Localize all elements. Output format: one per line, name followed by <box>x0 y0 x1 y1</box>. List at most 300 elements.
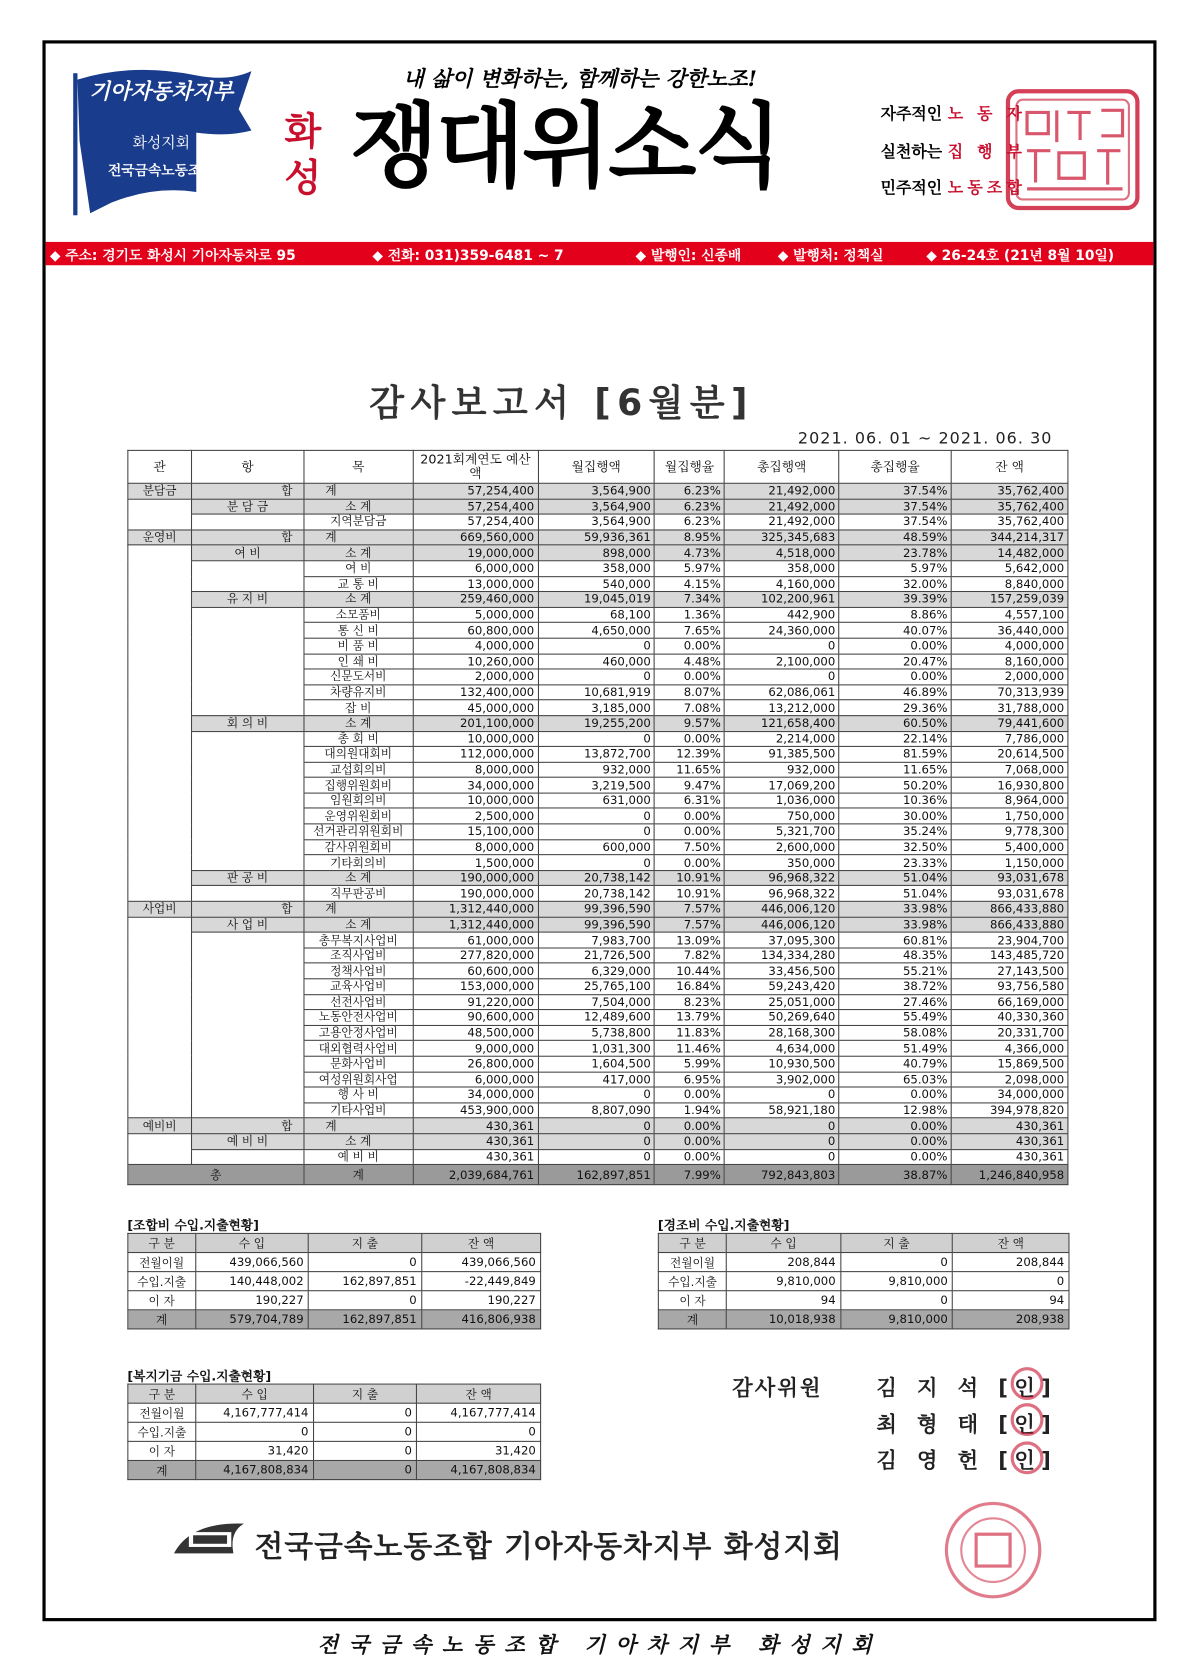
cell-value: 417,000 <box>538 1072 655 1087</box>
cell-value: 1,312,440,000 <box>413 901 538 916</box>
cell-value: 4,650,000 <box>538 623 655 638</box>
cell-gwan <box>128 685 192 700</box>
table-row <box>128 1010 1068 1025</box>
small-col-header: 수 입 <box>195 1233 308 1252</box>
cell-value: 0 <box>725 638 839 653</box>
table-row <box>128 576 1068 591</box>
cell-mok: 계 <box>304 483 413 498</box>
cell-value: 8,000,000 <box>413 839 538 854</box>
cell-value: 15,100,000 <box>413 824 538 839</box>
motto-line-1: 자주적인 노 동 자 <box>880 103 1027 124</box>
cell-mok: 신문도서비 <box>304 669 413 684</box>
cell-value: 4,366,000 <box>951 1041 1068 1056</box>
cell-value: 32.00% <box>839 576 951 591</box>
cell-value: 10.91% <box>655 870 725 885</box>
col-header: 목 <box>304 450 413 483</box>
table-row <box>128 716 1068 731</box>
cell-value: 46.89% <box>839 685 951 700</box>
welfare-table <box>127 1384 541 1481</box>
cell-value: 0.00% <box>655 855 725 870</box>
cell-mok: 인 쇄 비 <box>304 654 413 669</box>
info-address: ◆ 주소: 경기도 화성시 기아자동차로 95 <box>49 247 296 264</box>
cell-hang <box>191 561 303 576</box>
table-row <box>128 669 1068 684</box>
cell-value: 132,400,000 <box>413 685 538 700</box>
cell-value: 4,160,000 <box>725 576 839 591</box>
cell-gwan <box>128 623 192 638</box>
cell-gwan <box>128 747 192 762</box>
cell-value: 1,750,000 <box>951 808 1068 823</box>
small-cell: 0 <box>196 1422 313 1441</box>
small-col-header: 구 분 <box>128 1233 196 1252</box>
cell-value: 344,214,317 <box>951 530 1068 545</box>
table-row <box>128 623 1068 638</box>
cell-value: 33,456,500 <box>725 963 839 978</box>
cell-value: 39.39% <box>839 592 951 607</box>
cell-value: 66,169,000 <box>951 994 1068 1009</box>
small-cell: 94 <box>727 1291 841 1310</box>
cell-mok: 집행위원회비 <box>304 777 413 792</box>
cell-value: 32.50% <box>839 839 951 854</box>
cell-mok: 총 회 비 <box>304 731 413 746</box>
cell-value: 60,800,000 <box>413 623 538 638</box>
cell-value: 4,557,100 <box>951 607 1068 622</box>
cell-mok: 소 계 <box>304 545 413 560</box>
col-header: 월집행액 <box>538 450 655 483</box>
cell-value: 36,440,000 <box>951 623 1068 638</box>
cell-value: 3,902,000 <box>725 1072 839 1087</box>
small-col-header: 지 출 <box>308 1233 421 1252</box>
cell-mok: 여성위원회사업 <box>304 1072 413 1087</box>
table-row <box>128 607 1068 622</box>
small-total-cell: 208,938 <box>953 1310 1069 1329</box>
cell-mok: 여 비 <box>304 561 413 576</box>
cell-value: 134,334,280 <box>725 948 839 963</box>
total-value: 162,897,851 <box>538 1165 655 1185</box>
cell-value: 7.08% <box>655 700 725 715</box>
cell-mok: 소 계 <box>304 1134 413 1149</box>
cell-value: 1.94% <box>655 1103 725 1118</box>
small-cell: 190,227 <box>421 1291 540 1310</box>
cell-mok: 행 사 비 <box>304 1087 413 1102</box>
cell-hang: 예 비 비 <box>191 1134 303 1149</box>
cell-value: 21,492,000 <box>725 514 839 529</box>
cell-value: 11.83% <box>655 1025 725 1040</box>
cell-value: 25,765,100 <box>538 979 655 994</box>
cell-value: 12,489,600 <box>538 1010 655 1025</box>
cell-value: 5.97% <box>655 561 725 576</box>
cell-value: 5.99% <box>655 1056 725 1071</box>
publication-info-bar <box>46 242 1154 265</box>
cell-value: 13,000,000 <box>413 576 538 591</box>
small-cell: 0 <box>313 1422 416 1441</box>
cell-hang: 판 공 비 <box>191 870 303 885</box>
cell-value: 6,329,000 <box>538 963 655 978</box>
cell-value: 34,000,000 <box>413 777 538 792</box>
table-row <box>128 592 1068 607</box>
small-cell: 31,420 <box>417 1441 541 1460</box>
cell-value: 50.20% <box>839 777 951 792</box>
small-cell: 이 자 <box>128 1291 196 1310</box>
cell-value: 48,500,000 <box>413 1025 538 1040</box>
cell-value: 62,086,061 <box>725 685 839 700</box>
cell-value: 3,185,000 <box>538 700 655 715</box>
cell-value: 540,000 <box>538 576 655 591</box>
cell-value: 1,604,500 <box>538 1056 655 1071</box>
cell-hang: 회 의 비 <box>191 716 303 731</box>
cell-value: 10,930,500 <box>725 1056 839 1071</box>
cell-value: 2,214,000 <box>725 731 839 746</box>
newsletter-title: 쟁대위소식 <box>350 93 781 201</box>
cell-mok: 비 품 비 <box>304 638 413 653</box>
cell-value: 866,433,880 <box>951 901 1068 916</box>
auditors-label: 감사위원 <box>732 1375 823 1401</box>
cell-gwan <box>128 1103 192 1118</box>
cell-gwan <box>128 839 192 854</box>
cell-value: 446,006,120 <box>725 917 839 932</box>
cell-hang <box>191 793 303 808</box>
table-row <box>128 963 1068 978</box>
cell-mok: 소 계 <box>304 499 413 514</box>
cell-hang <box>191 824 303 839</box>
small-col-header: 잔 액 <box>421 1233 540 1252</box>
cell-value: 1,312,440,000 <box>413 917 538 932</box>
cell-value: 65.03% <box>839 1072 951 1087</box>
cell-value: 26,800,000 <box>413 1056 538 1071</box>
cell-value: 11.46% <box>655 1041 725 1056</box>
condolence-table-title: [경조비 수입.지출현황] <box>657 1218 790 1233</box>
small-cell: 수입.지출 <box>658 1272 726 1291</box>
small-cell: 0 <box>953 1272 1069 1291</box>
cell-value: 631,000 <box>538 793 655 808</box>
small-total-cell: 579,704,789 <box>195 1310 308 1329</box>
table-row <box>128 638 1068 653</box>
cell-value: 58.08% <box>839 1025 951 1040</box>
cell-mok: 기타사업비 <box>304 1103 413 1118</box>
small-col-header: 잔 액 <box>953 1233 1069 1252</box>
cell-value: 20,614,500 <box>951 747 1068 762</box>
auditor-seal-stamps <box>1008 1364 1046 1481</box>
condolence-table <box>658 1233 1070 1330</box>
cell-value: 21,492,000 <box>725 483 839 498</box>
cell-gwan <box>128 1134 192 1149</box>
cell-value: 430,361 <box>951 1134 1068 1149</box>
small-col-header: 구 분 <box>128 1384 196 1403</box>
cell-mok: 계 <box>304 1118 413 1133</box>
table-row <box>128 948 1068 963</box>
small-total-cell: 4,167,808,834 <box>417 1460 541 1479</box>
cell-value: 460,000 <box>538 654 655 669</box>
cell-value: 0 <box>725 1087 839 1102</box>
small-cell: 0 <box>308 1253 421 1272</box>
cell-value: 37.54% <box>839 514 951 529</box>
cell-mok: 문화사업비 <box>304 1056 413 1071</box>
table-row <box>128 808 1068 823</box>
small-total-cell: 10,018,938 <box>727 1310 841 1329</box>
small-total-cell: 4,167,808,834 <box>196 1460 313 1479</box>
cell-mok: 통 신 비 <box>304 623 413 638</box>
cell-value: 7.82% <box>655 948 725 963</box>
cell-value: 93,756,580 <box>951 979 1068 994</box>
small-cell: 9,810,000 <box>840 1272 952 1291</box>
cell-mok: 직무판공비 <box>304 886 413 901</box>
cell-gwan <box>128 979 192 994</box>
cell-gwan <box>128 700 192 715</box>
cell-hang <box>191 514 303 529</box>
cell-value: 0 <box>725 1118 839 1133</box>
cell-mok: 지역분담금 <box>304 514 413 529</box>
cell-value: 35.24% <box>839 824 951 839</box>
cell-value: 79,441,600 <box>951 716 1068 731</box>
small-cell: -22,449,849 <box>421 1272 540 1291</box>
cell-hang <box>191 886 303 901</box>
cell-value: 10.91% <box>655 886 725 901</box>
cell-value: 30.00% <box>839 808 951 823</box>
small-table-total <box>658 1310 1069 1329</box>
table-row <box>128 824 1068 839</box>
cell-value: 40.07% <box>839 623 951 638</box>
cell-gwan <box>128 948 192 963</box>
cell-value: 6.23% <box>655 499 725 514</box>
cell-value: 4,518,000 <box>725 545 839 560</box>
cell-value: 35,762,400 <box>951 514 1068 529</box>
cell-value: 325,345,683 <box>725 530 839 545</box>
cell-value: 7,983,700 <box>538 932 655 947</box>
welfare-table-title: [복지기금 수입.지출현황] <box>127 1368 272 1384</box>
cell-hang <box>191 576 303 591</box>
cell-value: 51.04% <box>839 870 951 885</box>
cell-hang <box>191 1010 303 1025</box>
cell-gwan <box>128 762 192 777</box>
small-table-row <box>128 1403 541 1422</box>
cell-value: 68,100 <box>538 607 655 622</box>
cell-value: 1,500,000 <box>413 855 538 870</box>
table-row <box>128 1056 1068 1071</box>
cell-value: 430,361 <box>413 1149 538 1164</box>
small-cell: 0 <box>840 1291 952 1310</box>
cell-gwan <box>128 1072 192 1087</box>
cell-value: 24,360,000 <box>725 623 839 638</box>
cell-value: 5,321,700 <box>725 824 839 839</box>
cell-value: 93,031,678 <box>951 870 1068 885</box>
small-cell: 전월이월 <box>658 1253 726 1272</box>
small-total-cell: 9,810,000 <box>840 1310 952 1329</box>
table-row <box>128 530 1068 545</box>
footer-organization: 전국금속노동조합 기아자동차지부 화성지회 <box>254 1528 843 1564</box>
cell-value: 0.00% <box>655 808 725 823</box>
cell-gwan <box>128 1149 192 1164</box>
small-cell: 이 자 <box>658 1291 726 1310</box>
cell-mok: 총무복지사업비 <box>304 932 413 947</box>
cell-value: 33.98% <box>839 901 951 916</box>
cell-hang: 합 <box>191 901 303 916</box>
cell-gwan <box>128 963 192 978</box>
cell-hang <box>191 1149 303 1164</box>
total-value: 38.87% <box>839 1165 951 1185</box>
cell-value: 12.39% <box>655 747 725 762</box>
cell-gwan <box>128 886 192 901</box>
small-cell: 94 <box>953 1291 1069 1310</box>
cell-hang <box>191 607 303 622</box>
cell-value: 3,564,900 <box>538 514 655 529</box>
cell-value: 60.50% <box>839 716 951 731</box>
cell-value: 153,000,000 <box>413 979 538 994</box>
small-table-row <box>658 1291 1069 1310</box>
cell-value: 70,313,939 <box>951 685 1068 700</box>
cell-value: 394,978,820 <box>951 1103 1068 1118</box>
table-row <box>128 979 1068 994</box>
cell-value: 932,000 <box>538 762 655 777</box>
cell-value: 0 <box>538 1087 655 1102</box>
cell-hang <box>191 777 303 792</box>
cell-value: 59,243,420 <box>725 979 839 994</box>
cell-gwan <box>128 793 192 808</box>
cell-value: 3,564,900 <box>538 483 655 498</box>
cell-value: 1.36% <box>655 607 725 622</box>
cell-value: 190,000,000 <box>413 886 538 901</box>
cell-value: 866,433,880 <box>951 917 1068 932</box>
cell-value: 45,000,000 <box>413 700 538 715</box>
cell-value: 91,220,000 <box>413 994 538 1009</box>
cell-gwan <box>128 545 192 560</box>
cell-gwan <box>128 561 192 576</box>
cell-value: 7.65% <box>655 623 725 638</box>
small-cell: 0 <box>313 1403 416 1422</box>
cell-value: 9.47% <box>655 777 725 792</box>
cell-hang: 합 <box>191 483 303 498</box>
cell-value: 10,000,000 <box>413 731 538 746</box>
table-row <box>128 886 1068 901</box>
cell-hang <box>191 948 303 963</box>
cell-value: 0.00% <box>655 824 725 839</box>
cell-hang: 사 업 비 <box>191 917 303 932</box>
cell-value: 37,095,300 <box>725 932 839 947</box>
motto-line-3: 민주적인 노동조합 <box>880 178 1027 198</box>
cell-value: 5,400,000 <box>951 839 1068 854</box>
cell-value: 669,560,000 <box>413 530 538 545</box>
cell-value: 201,100,000 <box>413 716 538 731</box>
cell-value: 0.00% <box>655 1149 725 1164</box>
cell-value: 10.44% <box>655 963 725 978</box>
table-row <box>128 1072 1068 1087</box>
cell-value: 37.54% <box>839 483 951 498</box>
cell-value: 1,150,000 <box>951 855 1068 870</box>
table-row <box>128 901 1068 916</box>
cell-value: 430,361 <box>951 1118 1068 1133</box>
cell-value: 0 <box>538 1118 655 1133</box>
cell-value: 8.86% <box>839 607 951 622</box>
small-cell: 162,897,851 <box>308 1272 421 1291</box>
cell-mok: 조직사업비 <box>304 948 413 963</box>
cell-gwan: 분담금 <box>128 483 192 498</box>
cell-value: 7.57% <box>655 917 725 932</box>
cell-value: 259,460,000 <box>413 592 538 607</box>
cell-mok: 계 <box>304 530 413 545</box>
cell-value: 60,600,000 <box>413 963 538 978</box>
cell-value: 2,500,000 <box>413 808 538 823</box>
cell-mok: 운영위원회비 <box>304 808 413 823</box>
small-total-cell: 162,897,851 <box>308 1310 421 1329</box>
cell-value: 6.31% <box>655 793 725 808</box>
cell-gwan <box>128 917 192 932</box>
cell-value: 0.00% <box>655 1118 725 1133</box>
cell-value: 34,000,000 <box>413 1087 538 1102</box>
small-cell: 0 <box>308 1291 421 1310</box>
cell-value: 4,000,000 <box>951 638 1068 653</box>
cell-value: 31,788,000 <box>951 700 1068 715</box>
cell-value: 5,000,000 <box>413 607 538 622</box>
cell-value: 13.79% <box>655 1010 725 1025</box>
cell-value: 23.78% <box>839 545 951 560</box>
metal-union-logo <box>170 1517 249 1559</box>
cell-value: 5,642,000 <box>951 561 1068 576</box>
small-cell: 4,167,777,414 <box>417 1403 541 1422</box>
cell-value: 20,738,142 <box>538 886 655 901</box>
cell-value: 3,219,500 <box>538 777 655 792</box>
cell-value: 13,212,000 <box>725 700 839 715</box>
cell-gwan <box>128 1041 192 1056</box>
table-row <box>128 1087 1068 1102</box>
table-row <box>128 685 1068 700</box>
cell-value: 51.04% <box>839 886 951 901</box>
cell-value: 3,564,900 <box>538 499 655 514</box>
small-total-cell: 계 <box>658 1310 726 1329</box>
cell-value: 57,254,400 <box>413 483 538 498</box>
cell-value: 28,168,300 <box>725 1025 839 1040</box>
cell-value: 0 <box>538 1134 655 1149</box>
cell-value: 6.23% <box>655 514 725 529</box>
cell-value: 750,000 <box>725 808 839 823</box>
table-row <box>128 917 1068 932</box>
flag-line-2: 화성지회 <box>132 134 190 152</box>
table-total-row <box>128 1165 1068 1185</box>
cell-value: 20,331,700 <box>951 1025 1068 1040</box>
cell-value: 37.54% <box>839 499 951 514</box>
small-cell: 9,810,000 <box>727 1272 841 1291</box>
cell-value: 430,361 <box>951 1149 1068 1164</box>
cell-value: 20,738,142 <box>538 870 655 885</box>
cell-gwan <box>128 994 192 1009</box>
cell-value: 16.84% <box>655 979 725 994</box>
cell-value: 27,143,500 <box>951 963 1068 978</box>
cell-value: 7.34% <box>655 592 725 607</box>
report-title: 감사보고서 [6월분] <box>369 381 754 425</box>
cell-hang <box>191 994 303 1009</box>
cell-gwan <box>128 669 192 684</box>
cell-value: 600,000 <box>538 839 655 854</box>
cell-gwan <box>128 654 192 669</box>
cell-value: 10,260,000 <box>413 654 538 669</box>
table-row <box>128 1134 1068 1149</box>
cell-value: 7,504,000 <box>538 994 655 1009</box>
table-row <box>128 483 1068 498</box>
table-row <box>128 1041 1068 1056</box>
cell-gwan <box>128 870 192 885</box>
cell-value: 0.00% <box>655 731 725 746</box>
col-header: 잔 액 <box>951 450 1068 483</box>
motto-line-2: 실천하는 집 행 부 <box>880 142 1027 162</box>
cell-hang <box>191 654 303 669</box>
cell-gwan <box>128 777 192 792</box>
cell-hang <box>191 932 303 947</box>
small-cell: 0 <box>840 1253 952 1272</box>
cell-value: 21,726,500 <box>538 948 655 963</box>
small-cell: 4,167,777,414 <box>196 1403 313 1422</box>
cell-hang <box>191 762 303 777</box>
col-header: 2021회계연도 예산액 <box>413 450 538 483</box>
small-cell: 31,420 <box>196 1441 313 1460</box>
cell-value: 21,492,000 <box>725 499 839 514</box>
